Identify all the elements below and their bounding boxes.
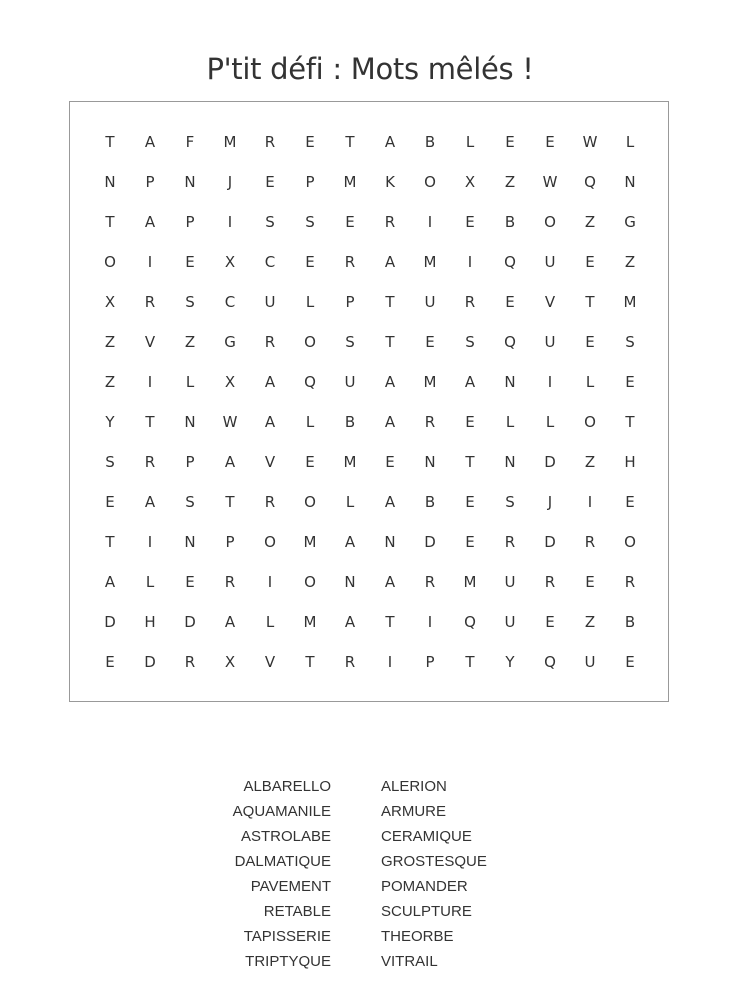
grid-letter-cell[interactable]: A [144, 493, 156, 511]
grid-letter-cell[interactable]: A [384, 573, 396, 591]
word-list-item: ARMURE [381, 803, 447, 820]
grid-letter-cell[interactable]: I [427, 613, 433, 631]
grid-letter-cell[interactable]: S [465, 333, 475, 351]
grid-letter-cell[interactable]: J [227, 173, 233, 191]
grid-letter-cell[interactable]: N [344, 573, 356, 591]
grid-letter-cell[interactable]: M [343, 173, 357, 191]
grid-letter-cell[interactable]: V [544, 293, 556, 311]
grid-letter-cell[interactable]: J [547, 493, 553, 511]
grid-letter-cell[interactable]: L [625, 133, 635, 151]
grid-letter-cell[interactable]: B [624, 613, 636, 631]
grid-letter-cell[interactable]: U [544, 333, 556, 351]
grid-letter-cell[interactable]: L [585, 373, 595, 391]
grid-letter-cell[interactable]: E [465, 213, 475, 231]
grid-letter-cell[interactable]: N [184, 413, 196, 431]
grid-letter-cell[interactable]: E [545, 133, 555, 151]
grid-letter-cell[interactable]: R [144, 453, 156, 471]
grid-letter-cell[interactable]: U [504, 573, 516, 591]
grid-letter-cell[interactable]: E [305, 453, 315, 471]
grid-letter-cell[interactable]: Z [584, 213, 596, 231]
grid-letter-cell[interactable]: O [544, 213, 556, 231]
word-list-item: POMANDER [381, 878, 468, 895]
grid-letter-cell[interactable]: S [185, 493, 195, 511]
grid-letter-cell[interactable]: R [504, 533, 516, 551]
grid-letter-cell[interactable]: M [623, 293, 637, 311]
grid-letter-cell[interactable]: I [267, 573, 273, 591]
grid-letter-cell[interactable]: Z [104, 373, 116, 391]
grid-letter-cell[interactable]: U [424, 293, 436, 311]
grid-letter-cell[interactable]: E [185, 573, 195, 591]
grid-letter-cell[interactable]: D [544, 453, 556, 471]
grid-letter-cell[interactable]: Z [504, 173, 516, 191]
grid-letter-cell[interactable]: A [264, 413, 276, 431]
grid-row [90, 562, 650, 602]
grid-letter-cell[interactable]: E [585, 573, 595, 591]
grid-letter-cell[interactable]: O [104, 253, 116, 271]
grid-letter-cell[interactable]: R [424, 413, 436, 431]
grid-letter-cell[interactable]: A [344, 613, 356, 631]
grid-letter-cell[interactable]: Y [505, 653, 515, 671]
grid-letter-cell[interactable]: S [505, 493, 515, 511]
grid-letter-cell[interactable]: L [145, 573, 155, 591]
grid-letter-cell[interactable]: E [265, 173, 275, 191]
word-list-item: DALMATIQUE [234, 853, 331, 870]
grid-letter-cell[interactable]: Z [624, 253, 636, 271]
grid-letter-cell[interactable]: I [227, 213, 233, 231]
grid-letter-cell[interactable]: P [145, 173, 155, 191]
grid-letter-cell[interactable]: R [624, 573, 636, 591]
grid-letter-cell[interactable]: M [423, 373, 437, 391]
grid-letter-cell[interactable]: T [225, 493, 235, 511]
grid-letter-cell[interactable]: T [465, 453, 475, 471]
grid-letter-cell[interactable]: E [305, 253, 315, 271]
grid-letter-cell[interactable]: P [185, 453, 195, 471]
grid-letter-cell[interactable]: N [424, 453, 436, 471]
word-list-item: TAPISSERIE [243, 928, 331, 945]
grid-letter-cell[interactable]: V [144, 333, 156, 351]
grid-letter-cell[interactable]: R [184, 653, 196, 671]
grid-letter-cell[interactable]: Z [104, 333, 116, 351]
grid-letter-cell[interactable]: W [582, 133, 598, 151]
grid-letter-cell[interactable]: L [505, 413, 515, 431]
grid-letter-cell[interactable]: T [105, 533, 115, 551]
grid-letter-cell[interactable]: N [624, 173, 636, 191]
word-list-item: AQUAMANILE [232, 803, 331, 820]
grid-letter-cell[interactable]: H [144, 613, 156, 631]
grid-letter-cell[interactable]: E [465, 413, 475, 431]
grid-letter-cell[interactable]: S [305, 213, 315, 231]
grid-letter-cell[interactable]: I [467, 253, 473, 271]
grid-letter-cell[interactable]: E [465, 533, 475, 551]
grid-letter-cell[interactable]: V [264, 453, 276, 471]
word-list-item: THEORBE [381, 928, 454, 945]
grid-row [90, 322, 650, 362]
grid-letter-cell[interactable]: Q [504, 253, 516, 271]
grid-letter-cell[interactable]: E [105, 653, 115, 671]
word-list-item: GROSTESQUE [381, 853, 487, 870]
grid-letter-cell[interactable]: G [624, 213, 636, 231]
grid-letter-cell[interactable]: T [345, 133, 355, 151]
grid-letter-cell[interactable]: R [384, 213, 396, 231]
word-list-item: SCULPTURE [381, 903, 472, 920]
grid-letter-cell[interactable]: R [464, 293, 476, 311]
grid-letter-cell[interactable]: Q [544, 653, 556, 671]
grid-letter-cell[interactable]: D [184, 613, 196, 631]
grid-letter-cell[interactable]: D [424, 533, 436, 551]
grid-letter-cell[interactable]: I [147, 373, 153, 391]
grid-row [90, 202, 650, 242]
grid-letter-cell[interactable]: Y [105, 413, 115, 431]
grid-row [90, 162, 650, 202]
grid-letter-cell[interactable]: E [625, 653, 635, 671]
grid-letter-cell[interactable]: M [303, 533, 317, 551]
grid-letter-cell[interactable]: A [464, 373, 476, 391]
grid-letter-cell[interactable]: A [144, 213, 156, 231]
grid-letter-cell[interactable]: Q [304, 373, 316, 391]
grid-letter-cell[interactable]: E [585, 333, 595, 351]
grid-letter-cell[interactable]: I [427, 213, 433, 231]
grid-letter-cell[interactable]: N [184, 533, 196, 551]
word-list-item: ALBARELLO [243, 778, 331, 795]
word-list-left-column [233, 774, 331, 974]
grid-letter-cell[interactable]: P [345, 293, 355, 311]
grid-letter-cell[interactable]: C [224, 293, 236, 311]
grid-letter-cell[interactable]: L [185, 373, 195, 391]
grid-letter-cell[interactable]: L [305, 413, 315, 431]
grid-letter-cell[interactable]: W [222, 413, 238, 431]
grid-letter-cell[interactable]: Q [584, 173, 596, 191]
grid-letter-cell[interactable]: U [344, 373, 356, 391]
grid-letter-cell[interactable]: M [463, 573, 477, 591]
grid-letter-cell[interactable]: E [625, 493, 635, 511]
grid-letter-cell[interactable]: U [264, 293, 276, 311]
grid-letter-cell[interactable]: X [224, 253, 236, 271]
grid-letter-cell[interactable]: L [345, 493, 355, 511]
grid-letter-cell[interactable]: M [223, 133, 237, 151]
grid-letter-cell[interactable]: R [544, 573, 556, 591]
grid-letter-cell[interactable]: Z [584, 453, 596, 471]
word-list-item: PAVEMENT [250, 878, 331, 895]
grid-letter-cell[interactable]: S [345, 333, 355, 351]
grid-letter-cell[interactable]: B [504, 213, 516, 231]
grid-letter-cell[interactable]: A [224, 613, 236, 631]
grid-letter-cell[interactable]: V [264, 653, 276, 671]
grid-letter-cell[interactable]: D [144, 653, 156, 671]
grid-letter-cell[interactable]: A [384, 133, 396, 151]
grid-letter-cell[interactable]: R [144, 293, 156, 311]
grid-row [90, 522, 650, 562]
grid-letter-cell[interactable]: E [305, 133, 315, 151]
grid-letter-cell[interactable]: I [147, 533, 153, 551]
grid-letter-cell[interactable]: M [343, 453, 357, 471]
grid-letter-cell[interactable]: E [585, 253, 595, 271]
grid-row [90, 602, 650, 642]
grid-letter-cell[interactable]: N [504, 453, 516, 471]
grid-letter-cell[interactable]: I [147, 253, 153, 271]
grid-letter-cell[interactable]: O [584, 413, 596, 431]
grid-letter-cell[interactable]: A [384, 373, 396, 391]
grid-letter-cell[interactable]: G [224, 333, 236, 351]
grid-letter-cell[interactable]: P [225, 533, 235, 551]
word-list-item: ASTROLABE [240, 828, 331, 845]
grid-letter-cell[interactable]: M [303, 613, 317, 631]
grid-letter-cell[interactable]: E [545, 613, 555, 631]
grid-letter-cell[interactable]: O [304, 573, 316, 591]
grid-letter-cell[interactable]: E [385, 453, 395, 471]
grid-letter-cell[interactable]: L [545, 413, 555, 431]
grid-letter-cell[interactable]: E [625, 373, 635, 391]
grid-letter-cell[interactable]: Z [184, 333, 196, 351]
word-list-item: RETABLE [263, 903, 331, 920]
word-list-right-column [381, 774, 487, 974]
word-search-grid [90, 122, 650, 682]
grid-row [90, 482, 650, 522]
grid-letter-cell[interactable]: S [185, 293, 195, 311]
grid-letter-cell[interactable]: B [424, 133, 436, 151]
grid-letter-cell[interactable]: A [104, 573, 116, 591]
grid-letter-cell[interactable]: Q [464, 613, 476, 631]
grid-letter-cell[interactable]: W [542, 173, 558, 191]
grid-letter-cell[interactable]: E [505, 133, 515, 151]
grid-row [90, 442, 650, 482]
grid-letter-cell[interactable]: O [304, 493, 316, 511]
grid-letter-cell[interactable]: T [585, 293, 595, 311]
grid-letter-cell[interactable]: X [224, 373, 236, 391]
word-list-item: CERAMIQUE [381, 828, 472, 845]
puzzle-title: P'tit défi : Mots mêlés ! [206, 52, 534, 86]
grid-letter-cell[interactable]: A [264, 373, 276, 391]
grid-letter-cell[interactable]: U [584, 653, 596, 671]
grid-letter-cell[interactable]: Z [584, 613, 596, 631]
grid-row [90, 402, 650, 442]
grid-letter-cell[interactable]: T [625, 413, 635, 431]
grid-letter-cell[interactable]: X [464, 173, 476, 191]
grid-letter-cell[interactable]: O [624, 533, 636, 551]
grid-letter-cell[interactable]: E [185, 253, 195, 271]
grid-letter-cell[interactable]: R [344, 253, 356, 271]
grid-letter-cell[interactable]: C [264, 253, 276, 271]
grid-letter-cell[interactable]: I [587, 493, 593, 511]
grid-letter-cell[interactable]: L [305, 293, 315, 311]
grid-letter-cell[interactable]: S [105, 453, 115, 471]
grid-letter-cell[interactable]: I [387, 653, 393, 671]
grid-letter-cell[interactable]: R [224, 573, 236, 591]
grid-letter-cell[interactable]: R [584, 533, 596, 551]
grid-letter-cell[interactable]: T [305, 653, 315, 671]
grid-letter-cell[interactable]: E [105, 493, 115, 511]
grid-letter-cell[interactable]: E [425, 333, 435, 351]
grid-letter-cell[interactable]: O [264, 533, 276, 551]
grid-letter-cell[interactable]: O [424, 173, 436, 191]
grid-letter-cell[interactable]: N [384, 533, 396, 551]
grid-letter-cell[interactable]: B [344, 413, 356, 431]
grid-letter-cell[interactable]: T [385, 333, 395, 351]
grid-letter-cell[interactable]: X [224, 653, 236, 671]
grid-letter-cell[interactable]: A [384, 413, 396, 431]
word-list-item: VITRAIL [381, 953, 438, 970]
grid-letter-cell[interactable]: P [305, 173, 315, 191]
grid-letter-cell[interactable]: O [304, 333, 316, 351]
grid-letter-cell[interactable]: P [185, 213, 195, 231]
grid-letter-cell[interactable]: L [265, 613, 275, 631]
grid-letter-cell[interactable]: R [424, 573, 436, 591]
grid-letter-cell[interactable]: N [104, 173, 116, 191]
grid-letter-cell[interactable]: T [105, 213, 115, 231]
grid-letter-cell[interactable]: B [424, 493, 436, 511]
grid-letter-cell[interactable]: L [465, 133, 475, 151]
grid-letter-cell[interactable]: P [425, 653, 435, 671]
grid-letter-cell[interactable]: X [104, 293, 116, 311]
grid-letter-cell[interactable]: R [264, 493, 276, 511]
grid-row [90, 362, 650, 402]
grid-letter-cell[interactable]: S [625, 333, 635, 351]
grid-letter-cell[interactable]: A [344, 533, 356, 551]
grid-row [90, 122, 650, 162]
grid-letter-cell[interactable]: A [144, 133, 156, 151]
grid-row [90, 642, 650, 682]
grid-letter-cell[interactable]: T [385, 613, 395, 631]
grid-letter-cell[interactable]: R [264, 333, 276, 351]
grid-letter-cell[interactable]: M [423, 253, 437, 271]
grid-letter-cell[interactable]: R [344, 653, 356, 671]
grid-letter-cell[interactable]: A [384, 253, 396, 271]
grid-letter-cell[interactable]: D [544, 533, 556, 551]
grid-letter-cell[interactable]: I [547, 373, 553, 391]
grid-letter-cell[interactable]: R [264, 133, 276, 151]
grid-row [90, 242, 650, 282]
grid-letter-cell[interactable]: E [345, 213, 355, 231]
grid-letter-cell[interactable]: E [465, 493, 475, 511]
grid-letter-cell[interactable]: U [504, 613, 516, 631]
grid-letter-cell[interactable]: E [505, 293, 515, 311]
grid-letter-cell[interactable]: D [104, 613, 116, 631]
grid-row [90, 282, 650, 322]
grid-letter-cell[interactable]: H [624, 453, 636, 471]
grid-letter-cell[interactable]: S [265, 213, 275, 231]
grid-letter-cell[interactable]: T [385, 293, 395, 311]
grid-letter-cell[interactable]: N [504, 373, 516, 391]
word-list-item: ALERION [381, 778, 447, 795]
grid-letter-cell[interactable]: A [224, 453, 236, 471]
grid-letter-cell[interactable]: A [384, 493, 396, 511]
grid-letter-cell[interactable]: F [185, 133, 195, 151]
grid-letter-cell[interactable]: N [184, 173, 196, 191]
word-list-item: TRIPTYQUE [245, 953, 331, 970]
grid-letter-cell[interactable]: T [105, 133, 115, 151]
grid-letter-cell[interactable]: Q [504, 333, 516, 351]
grid-letter-cell[interactable]: T [145, 413, 155, 431]
grid-letter-cell[interactable]: T [465, 653, 475, 671]
grid-letter-cell[interactable]: K [385, 173, 395, 191]
grid-letter-cell[interactable]: U [544, 253, 556, 271]
